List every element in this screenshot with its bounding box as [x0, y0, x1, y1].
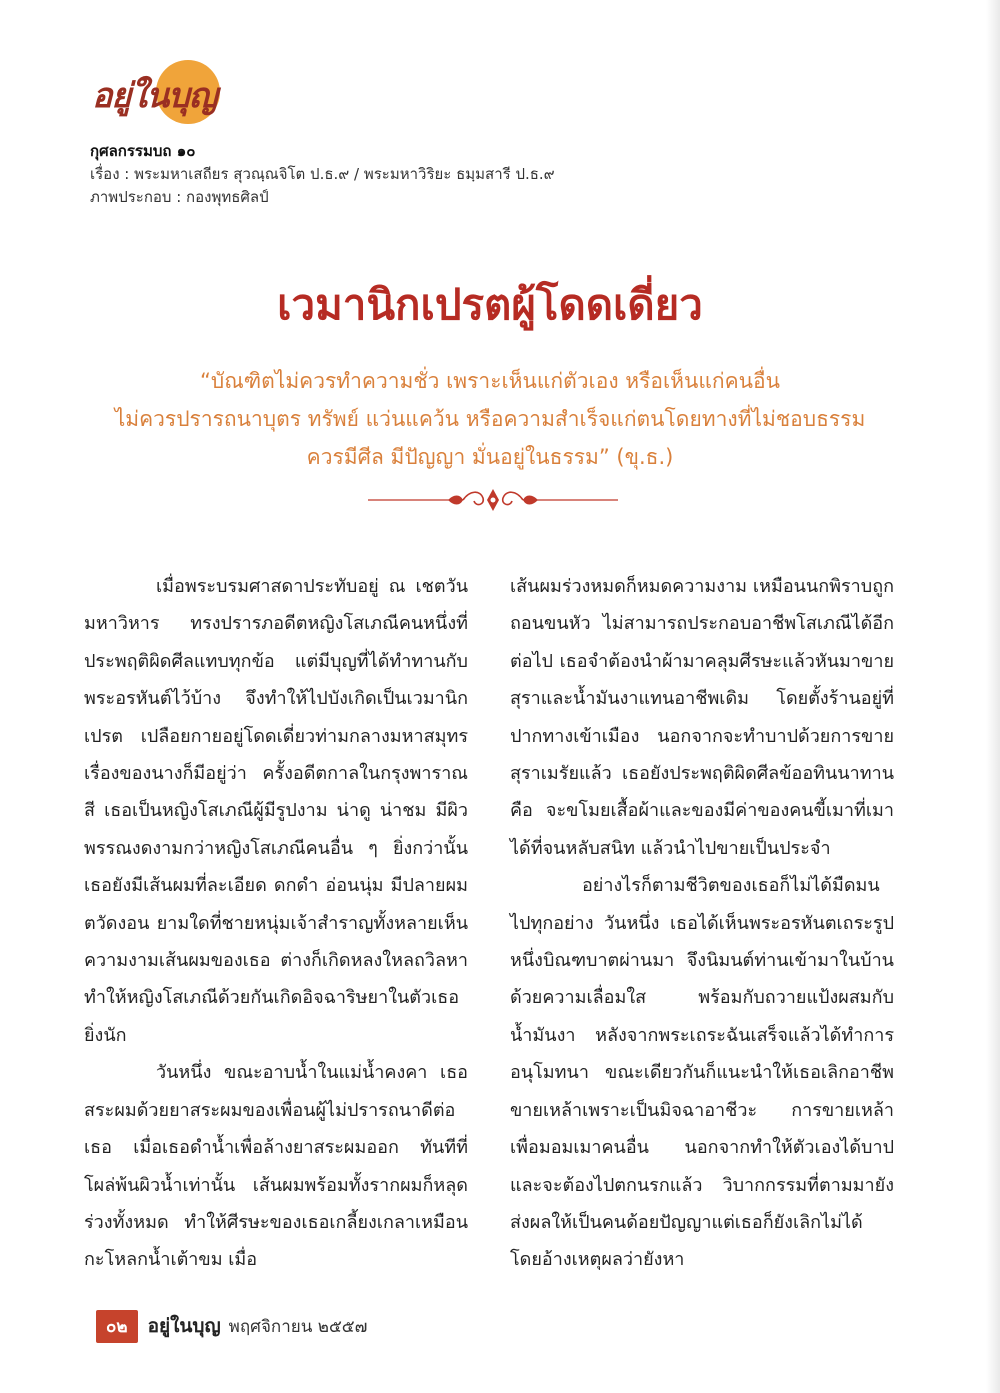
logo-text: อยู่ในบุญ — [92, 76, 217, 116]
page-footer — [96, 1311, 367, 1341]
article-title: เวมานิกเปรตผู้โดดเดี่ยว — [277, 280, 703, 329]
credits — [90, 140, 555, 209]
body-column-left — [84, 568, 468, 1279]
magazine-name: อยู่ในบุญ — [147, 1315, 221, 1337]
magazine-logo — [92, 58, 232, 130]
page-number: ๐๒ — [96, 1310, 138, 1343]
body-paragraph: วันหนึ่ง ขณะอาบน้ำในแม่น้ำคงคา เธอสระผมด้วยยาสระผมของเพื่อนผู้ไม่ปรารถนาดีต่อเธอ เมื่อเธอดำน้ำเพื่อล้างยาสระผมออก ทันทีที่โผล่พ้นผิวน้ำเท่านั้น เส้นผมพร้อมทั้งรากผมก็หลุดร่วงทั้งหมด ทำให้ศีรษะของเธอเกลี้ยงเกลาเหมือนกะโหลกน้ำเต้าขม เมื่อ — [84, 1062, 468, 1271]
body-paragraph: อย่างไรก็ตามชีวิตของเธอก็ไม่ได้มืดมนไปทุกอย่าง วันหนึ่ง เธอได้เห็นพระอรหันตเถระรูปหนึ่งบิณฑบาตผ่านมา จึงนิมนต์ท่านเข้ามาในบ้านด้วยความเลื่อมใส พร้อมกับถวายแป้งผสมกับน้ำมันงา หลังจากพระเถระฉันเสร็จแล้วได้ทำการอนุโมทนา ขณะเดียวกันก็แนะนำให้เธอเลิกอาชีพขายเหล้าเพราะเป็นมิจฉาอาชีวะ การขายเหล้าเพื่อมอมเมาคนอื่น นอกจากทำให้ตัวเองได้บาปและจะต้องไปตกนรกแล้ว วิบากกรรมที่ตามมายังส่งผลให้เป็นคนด้อยปัญญาแต่เธอก็ยังเลิกไม่ได้ โดยอ้างเหตุผลว่ายังหา — [510, 875, 894, 1271]
body-column-right — [510, 568, 894, 1279]
body-paragraph: เมื่อพระบรมศาสดาประทับอยู่ ณ เชตวันมหาวิหาร ทรงปรารภอดีตหญิงโสเภณีคนหนึ่งที่ประพฤติผิดศีลแทบทุกข้อ แต่มีบุญที่ได้ทำทานกับพระอรหันต์ไว้บ้าง จึงทำให้ไปบังเกิดเป็นเวมานิกเปรต เปลือยกายอยู่โดดเดี่ยวท่ามกลางมหาสมุทร เรื่องของนางก็มีอยู่ว่า ครั้งอดีตกาลในกรุงพาราณสี เธอเป็นหญิงโสเภณีผู้มีรูปงาม น่าดู น่าชม มีผิวพรรณงดงามกว่าหญิงโสเภณีคนอื่น ๆ ยิ่งกว่านั้นเธอยังมีเส้นผมที่ละเอียด ดกดำ อ่อนนุ่ม มีปลายผมตวัดงอน ยามใดที่ชายหนุ่มเจ้าสำราญทั้งหลายเห็นความงามเส้นผมของเธอ ต่างก็เกิดหลงใหลถวิลหา ทำให้หญิงโสเภณีด้วยกันเกิดอิจฉาริษยาในตัวเธอยิ่งนัก — [84, 576, 468, 1046]
ornament-divider-icon — [368, 480, 618, 520]
story-credit: เรื่อง : พระมหาเสถียร สุวณฺณจิโต ป.ธ.๙ / พระมหาวิริยะ ธมฺมสารี ป.ธ.๙ — [90, 165, 555, 183]
quote-line: “บัณฑิตไม่ควรทำความชั่ว เพราะเห็นแก่ตัวเอง หรือเห็นแก่คนอื่น — [200, 369, 780, 393]
series-name: กุศลกรรมบถ ๑๐ — [90, 142, 196, 160]
epigraph-quote — [70, 362, 910, 476]
body-paragraph: เส้นผมร่วงหมดก็หมดความงาม เหมือนนกพิราบถูกถอนขนหัว ไม่สามารถประกอบอาชีพโสเภณีได้อีกต่อไป เธอจำต้องนำผ้ามาคลุมศีรษะแล้วหันมาขายสุราและน้ำมันงาแทนอาชีพเดิม โดยตั้งร้านอยู่ที่ปากทางเข้าเมือง นอกจากจะทำบาปด้วยการขายสุราเมรัยแล้ว เธอยังประพฤติผิดศีลข้ออทินนาทาน คือ จะขโมยเสื้อผ้าและของมีค่าของคนขี้เมาที่เมาได้ที่จนหลับสนิท แล้วนำไปขายเป็นประจำ — [510, 576, 894, 859]
quote-line: ควรมีศีล มีปัญญา มั่นอยู่ในธรรม” (ขุ.ธ.) — [306, 445, 674, 469]
page-edge-shadow — [986, 0, 1000, 1393]
quote-line: ไม่ควรปรารถนาบุตร ทรัพย์ แว่นแคว้น หรือความสำเร็จแก่ตนโดยทางที่ไม่ชอบธรรม — [114, 407, 866, 431]
illustration-credit: ภาพประกอบ : กองพุทธศิลป์ — [90, 188, 269, 206]
issue-date: พฤศจิกายน ๒๕๕๗ — [228, 1316, 368, 1337]
